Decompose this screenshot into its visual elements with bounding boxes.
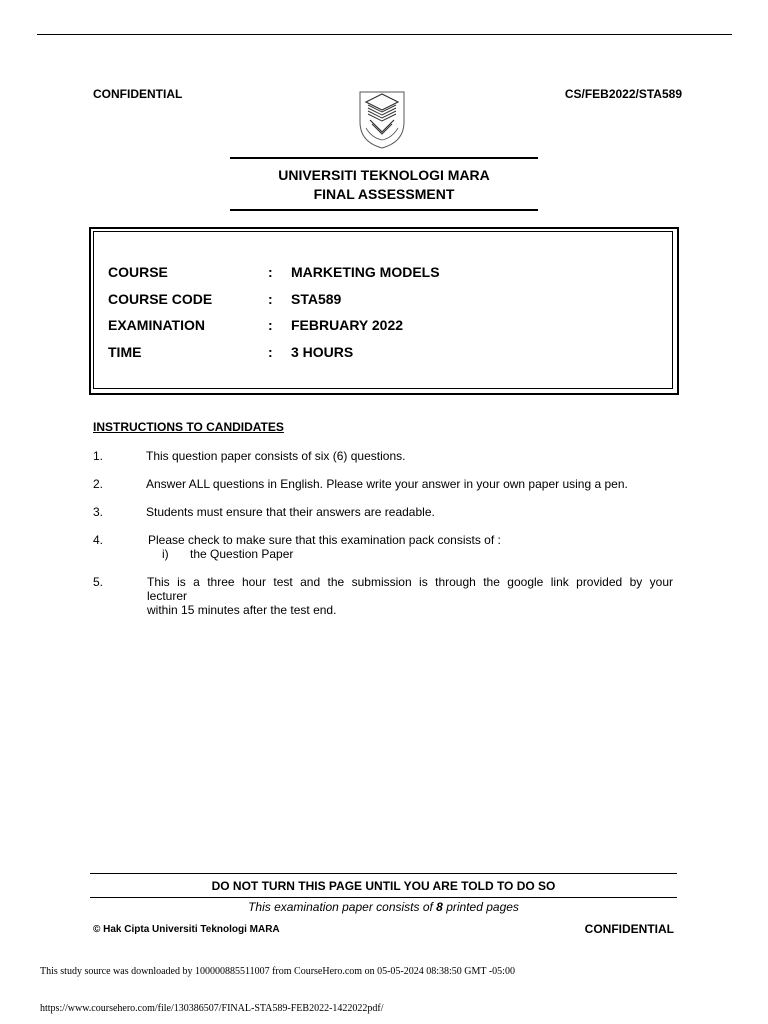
top-rule xyxy=(37,34,732,35)
footer-rule-bottom xyxy=(90,897,677,898)
assessment-title: FINAL ASSESSMENT xyxy=(313,186,455,202)
time-label: TIME xyxy=(108,344,142,360)
instruction-text-line1: This is a three hour test and the submission is through the google link provided by your xyxy=(147,575,673,589)
examination-label: EXAMINATION xyxy=(108,317,205,333)
instruction-number: 2. xyxy=(93,477,104,491)
instruction-subtext: the Question Paper xyxy=(190,547,294,561)
page-count-suffix: printed pages xyxy=(442,900,519,914)
source-url: https://www.coursehero.com/file/130386507/FINAL-STA589-FEB2022-1422022pdf/ xyxy=(40,1003,384,1014)
header-confidential: CONFIDENTIAL xyxy=(93,87,183,101)
instruction-subnumber: i) xyxy=(162,547,169,561)
copyright-notice: © Hak Cipta Universiti Teknologi MARA xyxy=(93,924,280,935)
university-name: UNIVERSITI TEKNOLOGI MARA xyxy=(278,167,490,183)
time-colon: : xyxy=(268,344,273,360)
footer-confidential: CONFIDENTIAL xyxy=(584,922,674,936)
title-rule-bottom xyxy=(230,209,538,211)
instruction-text: Please check to make sure that this examination pack consists of : xyxy=(148,533,501,547)
course-colon: : xyxy=(268,264,273,280)
examination-value: FEBRUARY 2022 xyxy=(291,317,404,333)
university-crest-icon xyxy=(354,86,410,150)
instruction-number: 3. xyxy=(93,505,104,519)
instruction-number: 5. xyxy=(93,575,104,589)
course-code-value: STA589 xyxy=(291,291,342,307)
title-rule-top xyxy=(230,157,538,159)
instruction-text: Answer ALL questions in English. Please write your answer in your own paper using a pen. xyxy=(146,477,628,491)
examination-colon: : xyxy=(268,317,273,333)
instructions-title: INSTRUCTIONS TO CANDIDATES xyxy=(93,420,284,434)
do-not-turn-notice: DO NOT TURN THIS PAGE UNTIL YOU ARE TOLD TO DO SO xyxy=(211,879,556,893)
course-info-box-inner xyxy=(93,231,673,389)
header-code: CS/FEB2022/STA589 xyxy=(564,87,682,101)
page-count-note xyxy=(90,900,677,914)
page-count-prefix: This examination paper consists of xyxy=(248,900,437,914)
course-label: COURSE xyxy=(108,264,168,280)
instruction-text: Students must ensure that their answers are readable. xyxy=(146,505,435,519)
footer-rule-top xyxy=(90,873,677,874)
instruction-text-line2: lecturer xyxy=(147,589,188,603)
course-value: MARKETING MODELS xyxy=(291,264,440,280)
download-watermark: This study source was downloaded by 100000885511007 from CourseHero.com on 05-05-2024 08:38:50 GMT -05:00 xyxy=(40,966,515,977)
instruction-text: This question paper consists of six (6) questions. xyxy=(146,449,406,463)
instruction-number: 4. xyxy=(93,533,104,547)
course-code-label: COURSE CODE xyxy=(108,291,213,307)
time-value: 3 HOURS xyxy=(291,344,354,360)
instruction-text-line3: within 15 minutes after the test end. xyxy=(147,603,337,617)
course-code-colon: : xyxy=(268,291,273,307)
page-count-number: 8 xyxy=(436,900,443,914)
instruction-number: 1. xyxy=(93,449,104,463)
